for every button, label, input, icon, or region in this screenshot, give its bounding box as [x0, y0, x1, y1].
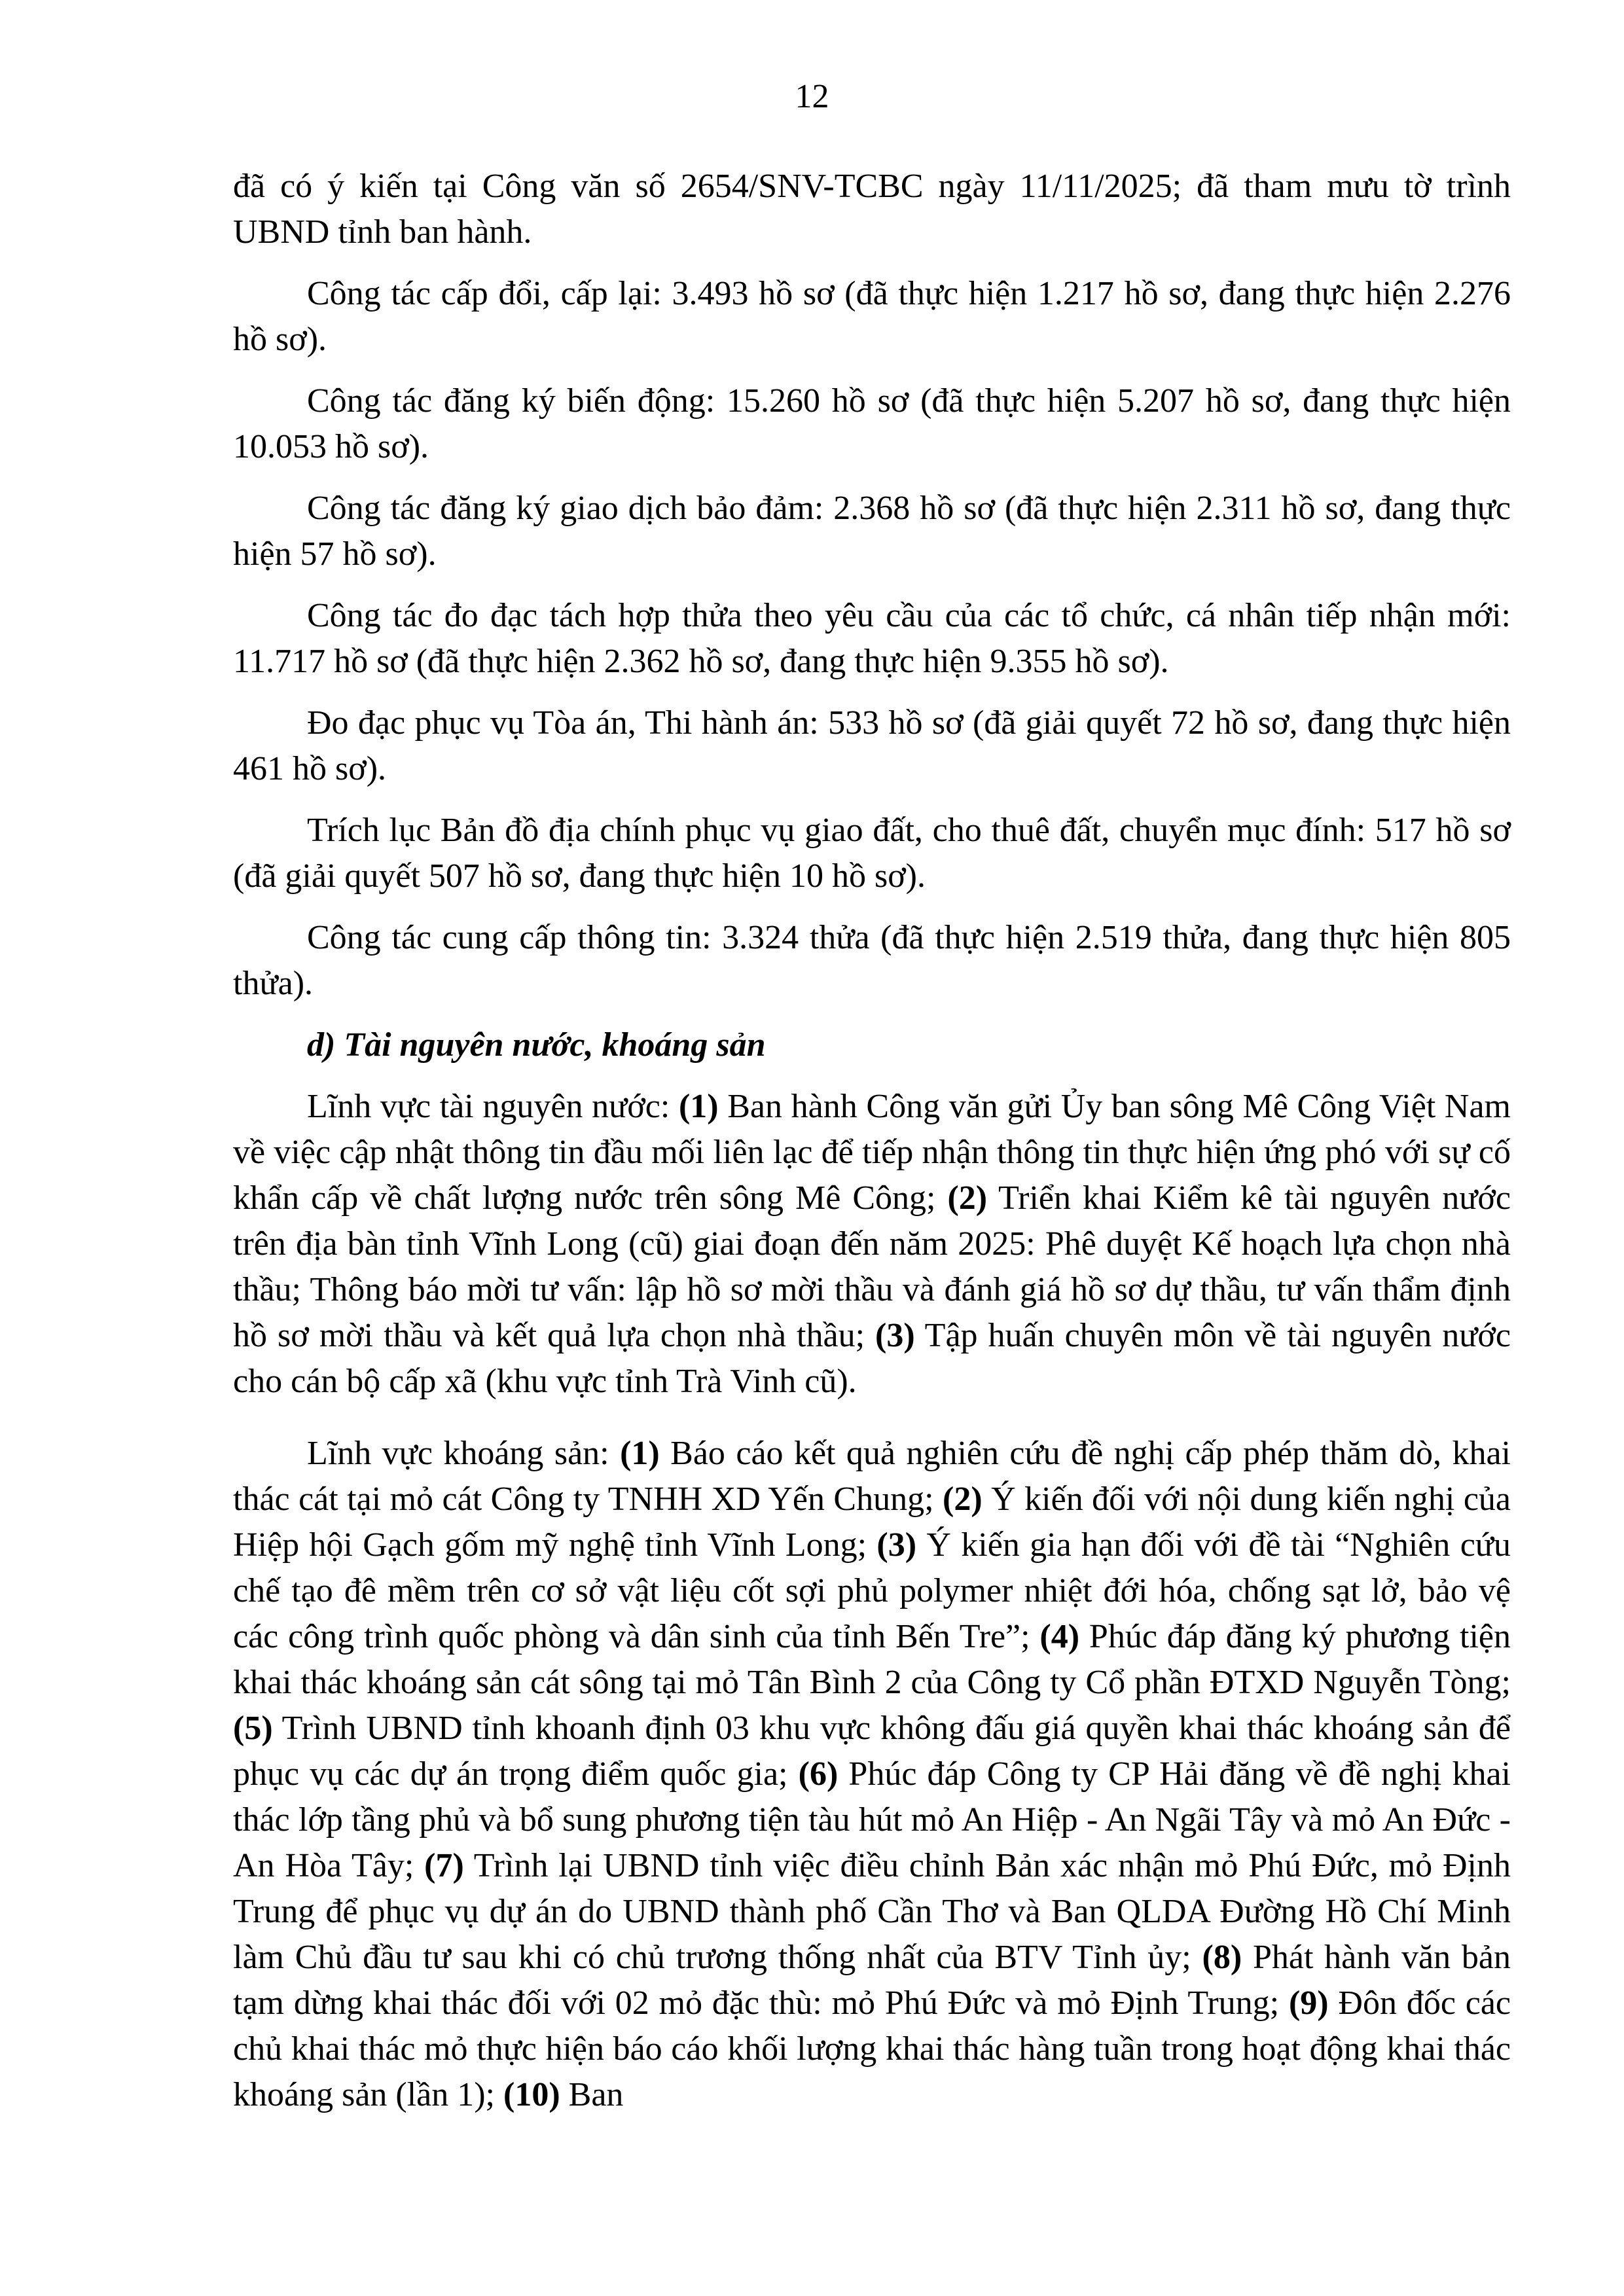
water-item-text: Ban hành Công văn gửi Ủy ban sông Mê Công Việt Nam về việc cập nhật thông tin đầu mối liên lạc để tiếp nhận thông tin thực hiện ứng phó với sự cố khẩn cấp về chất lượng nước trên sông Mê Công; — [233, 1088, 1511, 1217]
paragraph-cung-cap-thong-tin: Công tác cung cấp thông tin: 3.324 thửa (đã thực hiện 2.519 thửa, đang thực hiện 805 thửa). — [233, 919, 1511, 1002]
item-number: (8) — [1202, 1939, 1242, 1976]
continued-paragraph: đã có ý kiến tại Công văn số 2654/SNV-TCBC ngày 11/11/2025; đã tham mưu tờ trình UBND tỉnh ban hành. — [233, 168, 1511, 251]
minerals-item-text: Trình lại UBND tỉnh việc điều chỉnh Bản xác nhận mỏ Phú Đức, mỏ Định Trung để phục vụ dự án do UBND thành phố Cần Thơ và Ban QLDA Đường Hồ Chí Minh làm Chủ đầu tư sau khi có chủ trương thống nhất của BTV Tỉnh ủy; — [233, 1847, 1511, 1976]
minerals-item-text: Ý kiến gia hạn đối với đề tài “Nghiên cứu chế tạo đê mềm trên cơ sở vật liệu cốt sợi phủ polymer nhiệt đới hóa, chống sạt lở, bảo vệ các công trình quốc phòng và dân sinh của tỉnh Bến Tre”; — [233, 1526, 1511, 1655]
minerals-item-text: Báo cáo kết quả nghiên cứu đề nghị cấp phép thăm dò, khai thác cát tại mỏ cát Công ty TNHH XD Yến Chung; — [233, 1435, 1511, 1518]
water-item-text: Tập huấn chuyên môn về tài nguyên nước cho cán bộ cấp xã (khu vực tỉnh Trà Vinh cũ). — [233, 1317, 1511, 1400]
paragraph-minerals — [233, 1431, 1511, 2118]
paragraph-dang-ky-bien-dong: Công tác đăng ký biến động: 15.260 hồ sơ (đã thực hiện 5.207 hồ sơ, đang thực hiện 10.053 hồ sơ). — [233, 382, 1511, 465]
item-number: (7) — [424, 1847, 464, 1884]
paragraph-water-resources — [233, 1084, 1511, 1405]
item-number: (10) — [503, 2076, 560, 2113]
paragraph-do-dac-tach-thua: Công tác đo đạc tách hợp thửa theo yêu cầu của các tổ chức, cá nhân tiếp nhận mới: 11.717 hồ sơ (đã thực hiện 2.362 hồ sơ, đang thực hiện 9.355 hồ sơ). — [233, 597, 1511, 680]
minerals-item-text: Phúc đáp Công ty CP Hải đăng về đề nghị khai thác lớp tầng phủ và bổ sung phương tiện tàu hút mỏ An Hiệp - An Ngãi Tây và mỏ An Đức - An Hòa Tây; — [233, 1755, 1511, 1884]
item-number: (3) — [875, 1317, 915, 1354]
minerals-item-text: Phúc đáp đăng ký phương tiện khai thác khoáng sản cát sông tại mỏ Tân Bình 2 của Công ty Cổ phần ĐTXD Nguyễn Tòng; — [233, 1618, 1511, 1701]
item-number: (4) — [1039, 1618, 1080, 1655]
item-number: (3) — [876, 1526, 917, 1564]
item-number: (9) — [1288, 1984, 1329, 2022]
item-number: (6) — [798, 1755, 839, 1793]
minerals-item-text: Đôn đốc các chủ khai thác mỏ thực hiện báo cáo khối lượng khai thác hàng tuần trong hoạt động khai thác khoáng sản (lần 1); — [233, 1984, 1511, 2113]
item-number: (1) — [678, 1088, 719, 1125]
item-number: (1) — [620, 1435, 660, 1472]
minerals-item-text: Ý kiến đối với nội dung kiến nghị của Hiệp hội Gạch gốm mỹ nghệ tỉnh Vĩnh Long; — [233, 1480, 1511, 1564]
minerals-lead: Lĩnh vực khoáng sản: — [307, 1435, 621, 1472]
page-number: 12 — [795, 78, 829, 115]
paragraph-giao-dich-bao-dam: Công tác đăng ký giao dịch bảo đảm: 2.368 hồ sơ (đã thực hiện 2.311 hồ sơ, đang thực hiện 57 hồ sơ). — [233, 490, 1511, 573]
item-number: (2) — [947, 1179, 988, 1217]
paragraph-trich-luc: Trích lục Bản đồ địa chính phục vụ giao đất, cho thuê đất, chuyển mục đính: 517 hồ sơ (đã giải quyết 507 hồ sơ, đang thực hiện 10 hồ sơ). — [233, 812, 1511, 895]
item-number: (5) — [233, 1710, 273, 1747]
item-number: (2) — [943, 1480, 983, 1518]
document-body — [233, 164, 1511, 2134]
section-heading: d) Tài nguyên nước, khoáng sản — [307, 1026, 766, 1064]
minerals-item-text: Ban — [560, 2076, 624, 2113]
water-item-text: Triển khai Kiểm kê tài nguyên nước trên địa bàn tỉnh Vĩnh Long (cũ) giai đoạn đến năm 2025: Phê duyệt Kế hoạch lựa chọn nhà thầu; Thông báo mời tư vấn: lập hồ sơ mời thầu và đánh giá hồ sơ dự thầu, tư vấn thẩm định hồ sơ mời thầu và kết quả lựa chọn nhà thầu; — [233, 1179, 1511, 1354]
minerals-item-text: Trình UBND tỉnh khoanh định 03 khu vực không đấu giá quyền khai thác khoáng sản để phục vụ các dự án trọng điểm quốc gia; — [233, 1710, 1511, 1793]
water-lead: Lĩnh vực tài nguyên nước: — [307, 1088, 679, 1125]
paragraph-cap-doi: Công tác cấp đổi, cấp lại: 3.493 hồ sơ (đã thực hiện 1.217 hồ sơ, đang thực hiện 2.276 hồ sơ). — [233, 275, 1511, 358]
minerals-item-text: Phát hành văn bản tạm dừng khai thác đối với 02 mỏ đặc thù: mỏ Phú Đức và mỏ Định Trung; — [233, 1939, 1511, 2022]
paragraph-toa-an: Đo đạc phục vụ Tòa án, Thi hành án: 533 hồ sơ (đã giải quyết 72 hồ sơ, đang thực hiện 461 hồ sơ). — [233, 704, 1511, 787]
